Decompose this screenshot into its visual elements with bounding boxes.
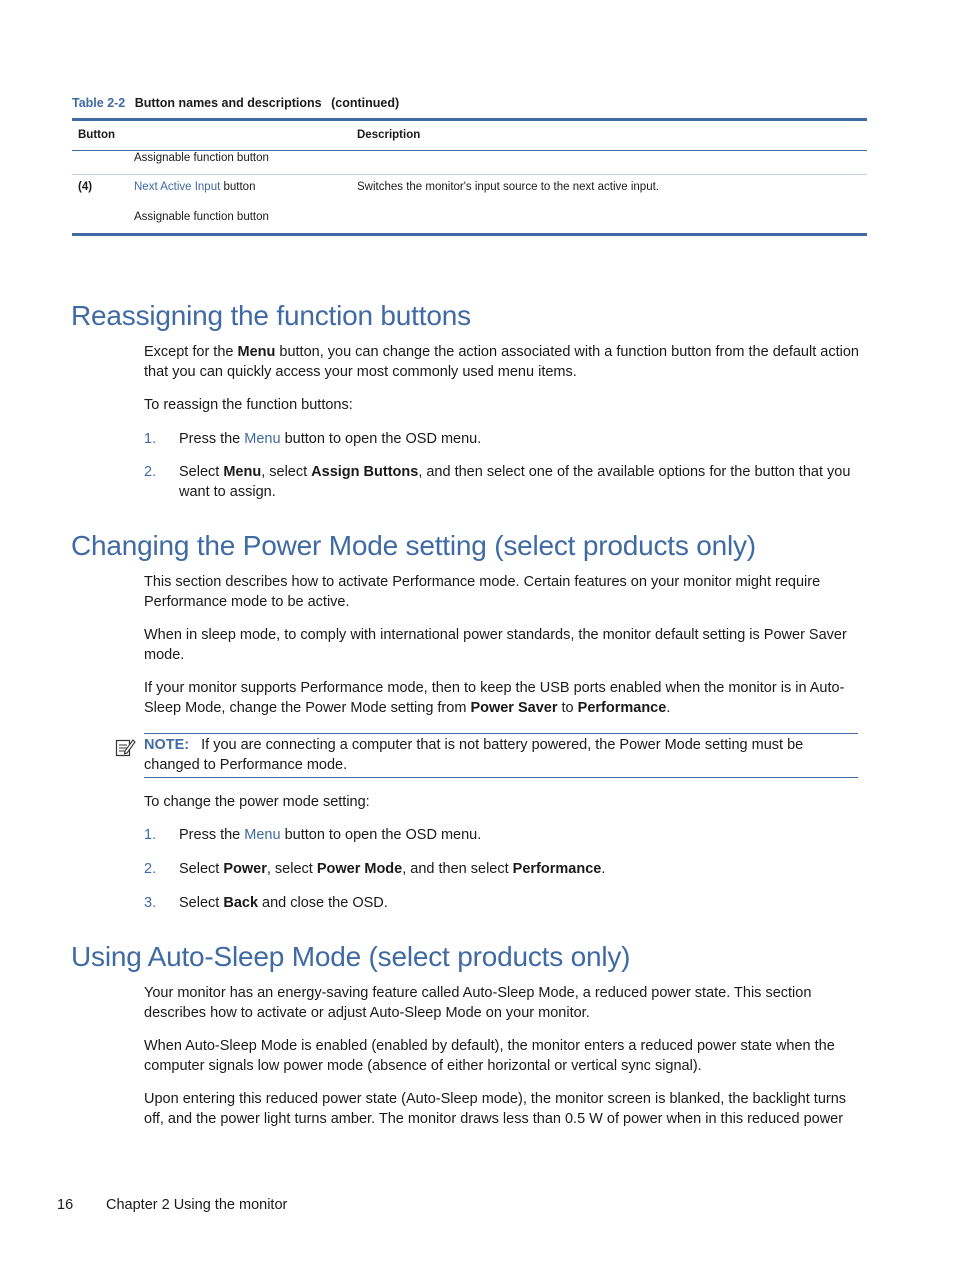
table-row-2-button: Next Active Input button	[134, 181, 256, 193]
table-row-divider	[72, 174, 867, 175]
section2-step-2: Select Power, select Power Mode, and then select Performance.	[179, 861, 606, 877]
table-caption-label: Table 2-2	[72, 96, 126, 110]
section1-lead: To reassign the function buttons:	[144, 397, 353, 413]
section2-lead: To change the power mode setting:	[144, 794, 370, 810]
next-active-input-link[interactable]: Next Active Input	[134, 181, 221, 193]
section1-step-1: Press the Menu button to open the OSD menu.	[179, 431, 482, 447]
section1-intro: Except for the Menu button, you can change the action associated with a function button from the default action that you can quickly access your most commonly used menu items.	[144, 344, 859, 380]
section3-p3: Upon entering this reduced power state (Auto-Sleep mode), the monitor screen is blanked, the backlight turns off, and the power light turns amber. The monitor draws less than 0.5 W of power when in this reduced power	[144, 1091, 847, 1127]
section2-step-3-number: 3.	[144, 895, 157, 911]
note-text: NOTE: If you are connecting a computer that is not battery powered, the Power Mode setting must be changed to Performance mode.	[144, 737, 804, 773]
section-title-auto-sleep: Using Auto-Sleep Mode (select products only)	[71, 941, 631, 972]
table-caption-title: Button names and descriptions	[134, 96, 322, 110]
section2-p1: This section describes how to activate Performance mode. Certain features on your monitor might require Performance mode to be active.	[144, 574, 821, 610]
menu-link[interactable]: Menu	[244, 431, 281, 447]
menu-link[interactable]: Menu	[244, 827, 281, 843]
page-number: 16	[57, 1197, 74, 1213]
table-caption-suffix: (continued)	[331, 96, 400, 110]
section2-step-1: Press the Menu button to open the OSD menu.	[179, 827, 482, 843]
table-header-button: Button	[78, 129, 116, 141]
section-title-reassigning: Reassigning the function buttons	[71, 300, 471, 331]
section2-p3: If your monitor supports Performance mode, then to keep the USB ports enabled when the monitor is in Auto-Sleep Mode, change the Power Mode setting from Power Saver to Performance.	[144, 680, 845, 716]
table-header-rule	[72, 150, 867, 151]
table-row-2-sub: Assignable function button	[134, 211, 269, 223]
table-row-1-sub: Assignable function button	[134, 152, 269, 164]
table-caption	[72, 96, 399, 110]
table-bottom-rule	[72, 233, 867, 236]
note-bottom-rule	[144, 777, 858, 778]
table-top-rule	[72, 118, 867, 121]
section2-step-1-number: 1.	[144, 827, 157, 843]
section3-p1: Your monitor has an energy-saving feature called Auto-Sleep Mode, a reduced power state. This section describes how to activate or adjust Auto-Sleep Mode on your monitor.	[144, 985, 812, 1021]
section3-p2: When Auto-Sleep Mode is enabled (enabled by default), the monitor enters a reduced power state when the computer signals low power mode (absence of either horizontal or vertical sync signal).	[144, 1038, 835, 1074]
section1-step-2-number: 2.	[144, 464, 157, 480]
section2-step-2-number: 2.	[144, 861, 157, 877]
footer-chapter: Chapter 2 Using the monitor	[106, 1197, 288, 1213]
note-pencil-icon	[114, 736, 136, 758]
section2-step-3: Select Back and close the OSD.	[179, 895, 388, 911]
table-header-description: Description	[357, 129, 421, 141]
section-title-power-mode: Changing the Power Mode setting (select products only)	[71, 530, 756, 561]
section1-step-2: Select Menu, select Assign Buttons, and then select one of the available options for the button that you want to assign.	[179, 464, 851, 500]
note-top-rule	[144, 733, 858, 734]
table-row-2-description: Switches the monitor's input source to the next active input.	[357, 181, 659, 193]
note-label: NOTE:	[144, 737, 190, 753]
section2-p2: When in sleep mode, to comply with international power standards, the monitor default setting is Power Saver mode.	[144, 627, 847, 663]
table-row-2-number: (4)	[78, 181, 93, 193]
section1-step-1-number: 1.	[144, 431, 157, 447]
